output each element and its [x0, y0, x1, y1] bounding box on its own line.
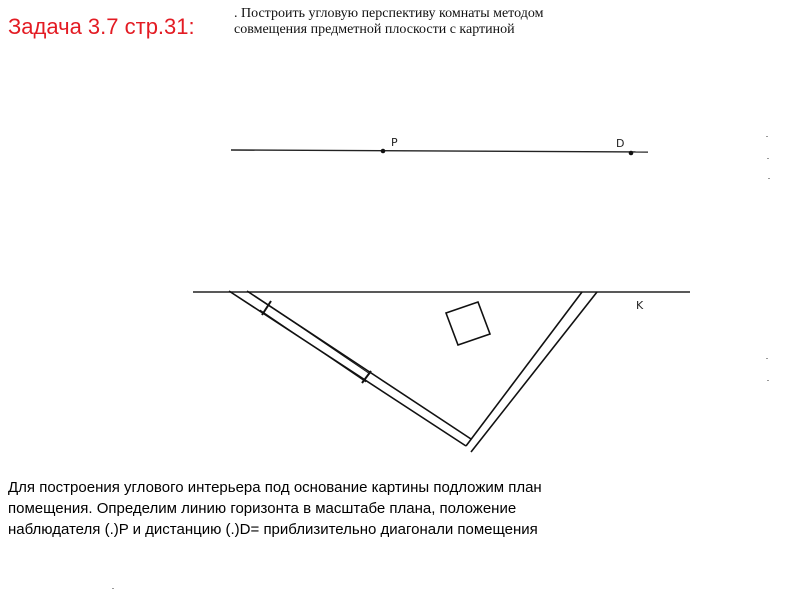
task-statement: . Построить угловую перспективу комнаты методом совмещения предметной плоскости с картиной [234, 6, 544, 37]
right-wall [466, 292, 597, 452]
left-wall [229, 291, 471, 446]
point-d-dot [629, 151, 634, 156]
picture-base-k-label: K [636, 299, 644, 312]
floor-square-object [446, 302, 490, 345]
description-text: Для построения углового интерьера под основание картины подложим план помещения. Определим линию горизонта в масштабе плана, положение наблюдателя (.)P и дистанцию (.)D= приблизительно диагонали помещения [8, 479, 542, 538]
horizon-line [231, 150, 648, 152]
point-p-label: P [391, 136, 398, 149]
slide-title: Задача 3.7 стр.31: [8, 14, 195, 39]
point-d-label: D [616, 137, 625, 150]
point-p-dot [381, 149, 386, 154]
